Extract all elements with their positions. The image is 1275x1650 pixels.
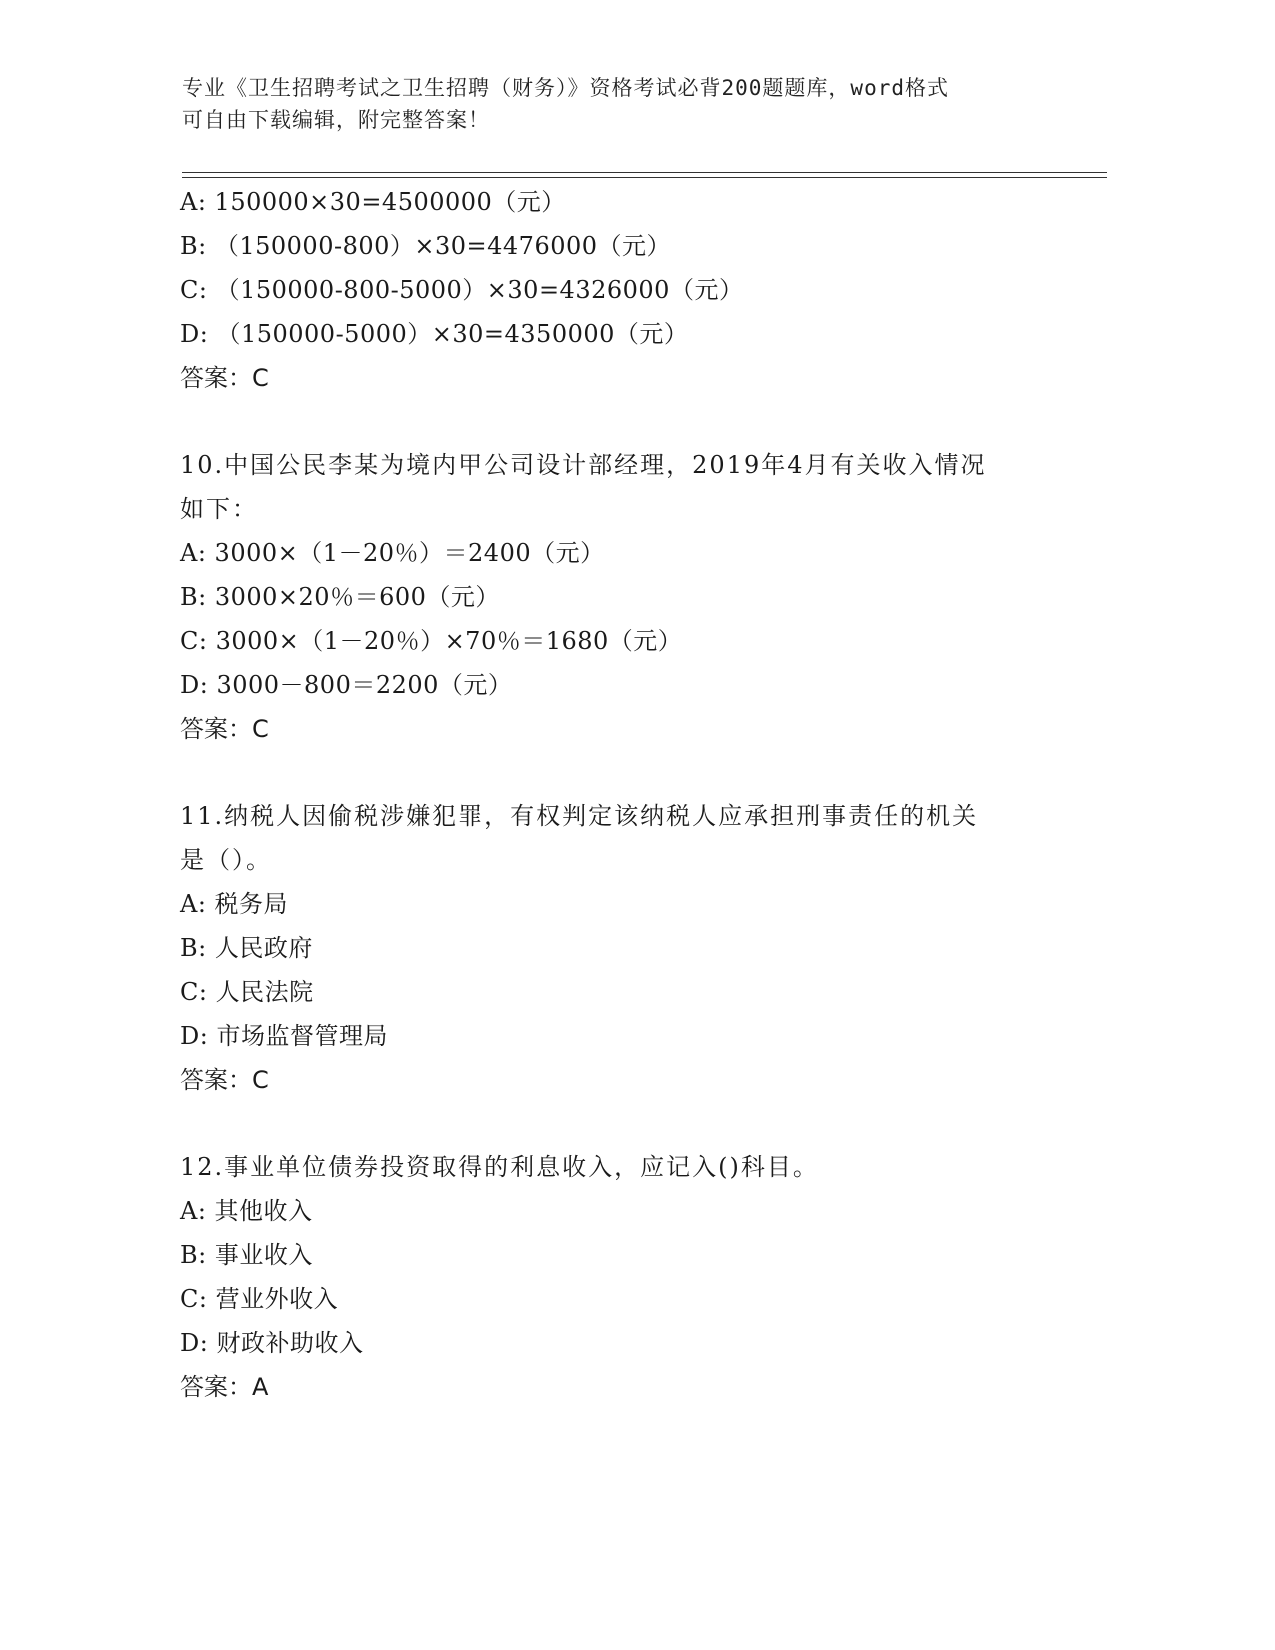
question-title-line-1: 12.事业单位债券投资取得的利息收入，应记入()科目。 <box>180 1153 819 1181</box>
header-line-1: 专业《卫生招聘考试之卫生招聘（财务）》资格考试必背200题题库，word格式 <box>182 76 949 100</box>
option-d: D: 财政补助收入 <box>180 1329 364 1357</box>
option-d: D: （150000-5000）×30=4350000（元） <box>180 320 689 348</box>
option-c: C: 3000×（1－20％）×70％＝1680（元） <box>180 627 683 655</box>
option-b: B: 3000×20％＝600（元） <box>180 583 500 611</box>
question-title-line-2: 是（）。 <box>180 846 272 874</box>
question-block-9 <box>180 180 1080 400</box>
question-list <box>180 180 1080 1409</box>
option-c: C: 人民法院 <box>180 978 314 1006</box>
option-b: B: 事业收入 <box>180 1241 313 1269</box>
option-c: C: （150000-800-5000）×30=4326000（元） <box>180 276 744 304</box>
answer-line: 答案：C <box>180 364 269 392</box>
question-title-line-1: 10.中国公民李某为境内甲公司设计部经理，2019年4月有关收入情况 <box>180 451 987 479</box>
option-c: C: 营业外收入 <box>180 1285 339 1313</box>
option-d: D: 3000－800＝2200（元） <box>180 671 513 699</box>
question-block-11 <box>180 794 1080 1102</box>
option-b: B: （150000-800）×30=4476000（元） <box>180 232 672 260</box>
option-a: A: 税务局 <box>180 890 289 918</box>
question-title-line-1: 11.纳税人因偷税涉嫌犯罪，有权判定该纳税人应承担刑事责任的机关 <box>180 802 979 830</box>
header-line-2: 可自由下载编辑，附完整答案！ <box>182 108 490 132</box>
answer-line: 答案：C <box>180 1066 269 1094</box>
answer-line: 答案：A <box>180 1373 269 1401</box>
option-d: D: 市场监督管理局 <box>180 1022 388 1050</box>
option-a: A: 150000×30=4500000（元） <box>180 188 566 216</box>
document-header <box>182 72 1052 136</box>
header-rule-top <box>182 172 1107 173</box>
answer-line: 答案：C <box>180 715 269 743</box>
header-rule-bottom <box>182 177 1107 178</box>
option-a: A: 其他收入 <box>180 1197 313 1225</box>
option-a: A: 3000×（1－20％）＝2400（元） <box>180 539 605 567</box>
question-block-12 <box>180 1145 1080 1409</box>
question-title-line-2: 如下： <box>180 495 258 523</box>
question-block-10 <box>180 443 1080 751</box>
option-b: B: 人民政府 <box>180 934 313 962</box>
